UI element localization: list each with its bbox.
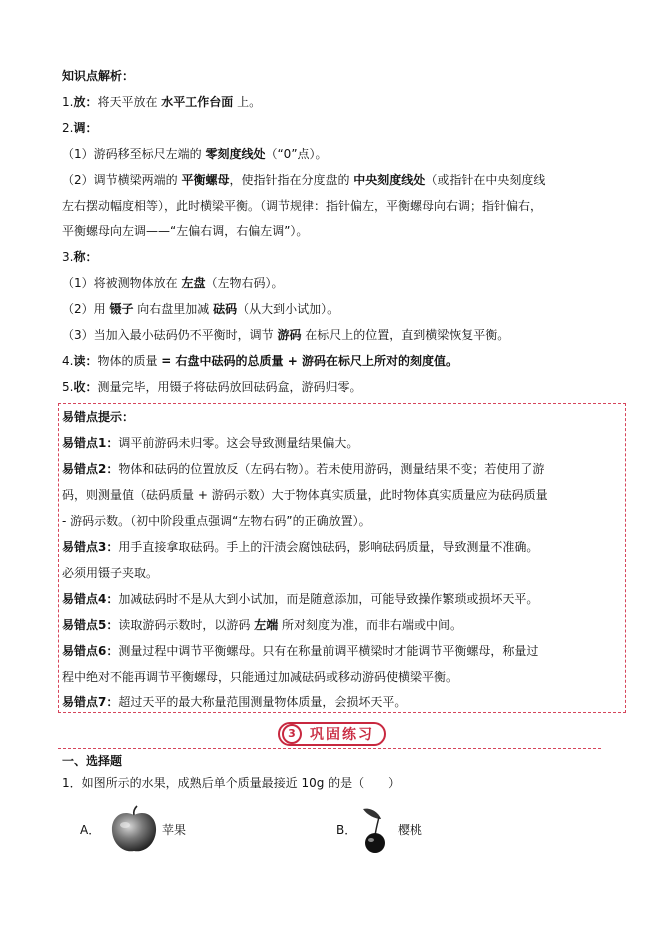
option-a-letter: A． <box>80 823 101 837</box>
error-point-6-line2: 程中绝对不能再调节平衡螺母，只能通过加减砝码或移动游码使横梁平衡。 <box>62 670 459 684</box>
errors-heading: 易错点提示： <box>62 410 135 424</box>
error-point-1: 易错点1：调平前游码未归零。这会导致测量结果偏大。 <box>62 436 359 450</box>
option-a-label: 苹果 <box>162 823 187 837</box>
knowledge-heading: 知识点解析： <box>62 69 135 83</box>
error-point-3-line2: 必须用镊子夹取。 <box>62 566 159 580</box>
step-adjust: 2.调： <box>62 121 98 135</box>
error-point-2-line2: 码，则测量值（砝码质量 + 游码示数）大于物体真实质量，此时物体真实质量应为砝码质量 <box>62 488 548 502</box>
step-adjust-1: （1）游码移至标尺左端的 零刻度线处（“0”点）。 <box>62 147 328 161</box>
error-point-6-line1: 易错点6：测量过程中调节平衡螺母。只有在称量前调平横梁时才能调节平衡螺母，称量过 <box>62 644 539 658</box>
error-point-7: 易错点7：超过天平的最大称量范围测量物体质量，会损坏天平。 <box>62 695 407 709</box>
step-store: 5.收：测量完毕，用镊子将砝码放回砝码盒，游码归零。 <box>62 380 362 394</box>
practice-badge <box>278 722 386 746</box>
cherry-image <box>357 805 399 855</box>
badge-number: 3 <box>282 724 302 744</box>
step-read: 4.读：物体的质量 = 右盘中砝码的总质量 + 游码在标尺上所对的刻度值。 <box>62 354 458 368</box>
step-adjust-2-line1: （2）调节横梁两端的 平衡螺母，使指针指在分度盘的 中央刻度线处（或指针在中央刻度线 <box>62 173 546 187</box>
step-weigh-1: （1）将被测物体放在 左盘（左物右码）。 <box>62 276 284 290</box>
step-weigh: 3.称： <box>62 250 98 264</box>
step-adjust-2-line3: 平衡螺母向左调——“左偏右调，右偏左调”）。 <box>62 224 309 238</box>
error-point-3-line1: 易错点3：用手直接拿取砝码。手上的汗渍会腐蚀砝码，影响砝码质量，导致测量不准确。 <box>62 540 539 554</box>
error-point-2-line3: - 游码示数。（初中阶段重点强调“左物右码”的正确放置）。 <box>62 514 371 528</box>
option-b-label: 樱桃 <box>398 823 423 837</box>
step-adjust-2-line2: 左右摆动幅度相等），此时横梁平衡。（调节规律：指针偏左，平衡螺母向右调；指针偏右， <box>62 199 543 213</box>
step-weigh-2: （2）用 镊子 向右盘里加减 砝码（从大到小试加）。 <box>62 302 340 316</box>
section-divider <box>58 748 601 749</box>
question-1: 1．如图所示的水果，成熟后单个质量最接近 10g 的是（ ） <box>62 776 401 790</box>
badge-title: 巩固练习 <box>310 727 374 743</box>
error-point-4: 易错点4：加减砝码时不是从大到小试加，而是随意添加，可能导致操作繁琐或损坏天平。 <box>62 592 539 606</box>
step-place: 1.放：将天平放在 水平工作台面 上。 <box>62 95 262 109</box>
apple-image <box>108 803 160 855</box>
error-point-5: 易错点5：读取游码示数时，以游码 左端 所对刻度为准，而非右端或中间。 <box>62 618 463 632</box>
section-title: 一、选择题 <box>62 754 123 768</box>
step-weigh-3: （3）当加入最小砝码仍不平衡时，调节 游码 在标尺上的位置，直到横梁恢复平衡。 <box>62 328 510 342</box>
error-point-2-line1: 易错点2：物体和砝码的位置放反（左码右物）。若未使用游码，测量结果不变；若使用了游 <box>62 462 545 476</box>
option-b-letter: B． <box>336 823 357 837</box>
